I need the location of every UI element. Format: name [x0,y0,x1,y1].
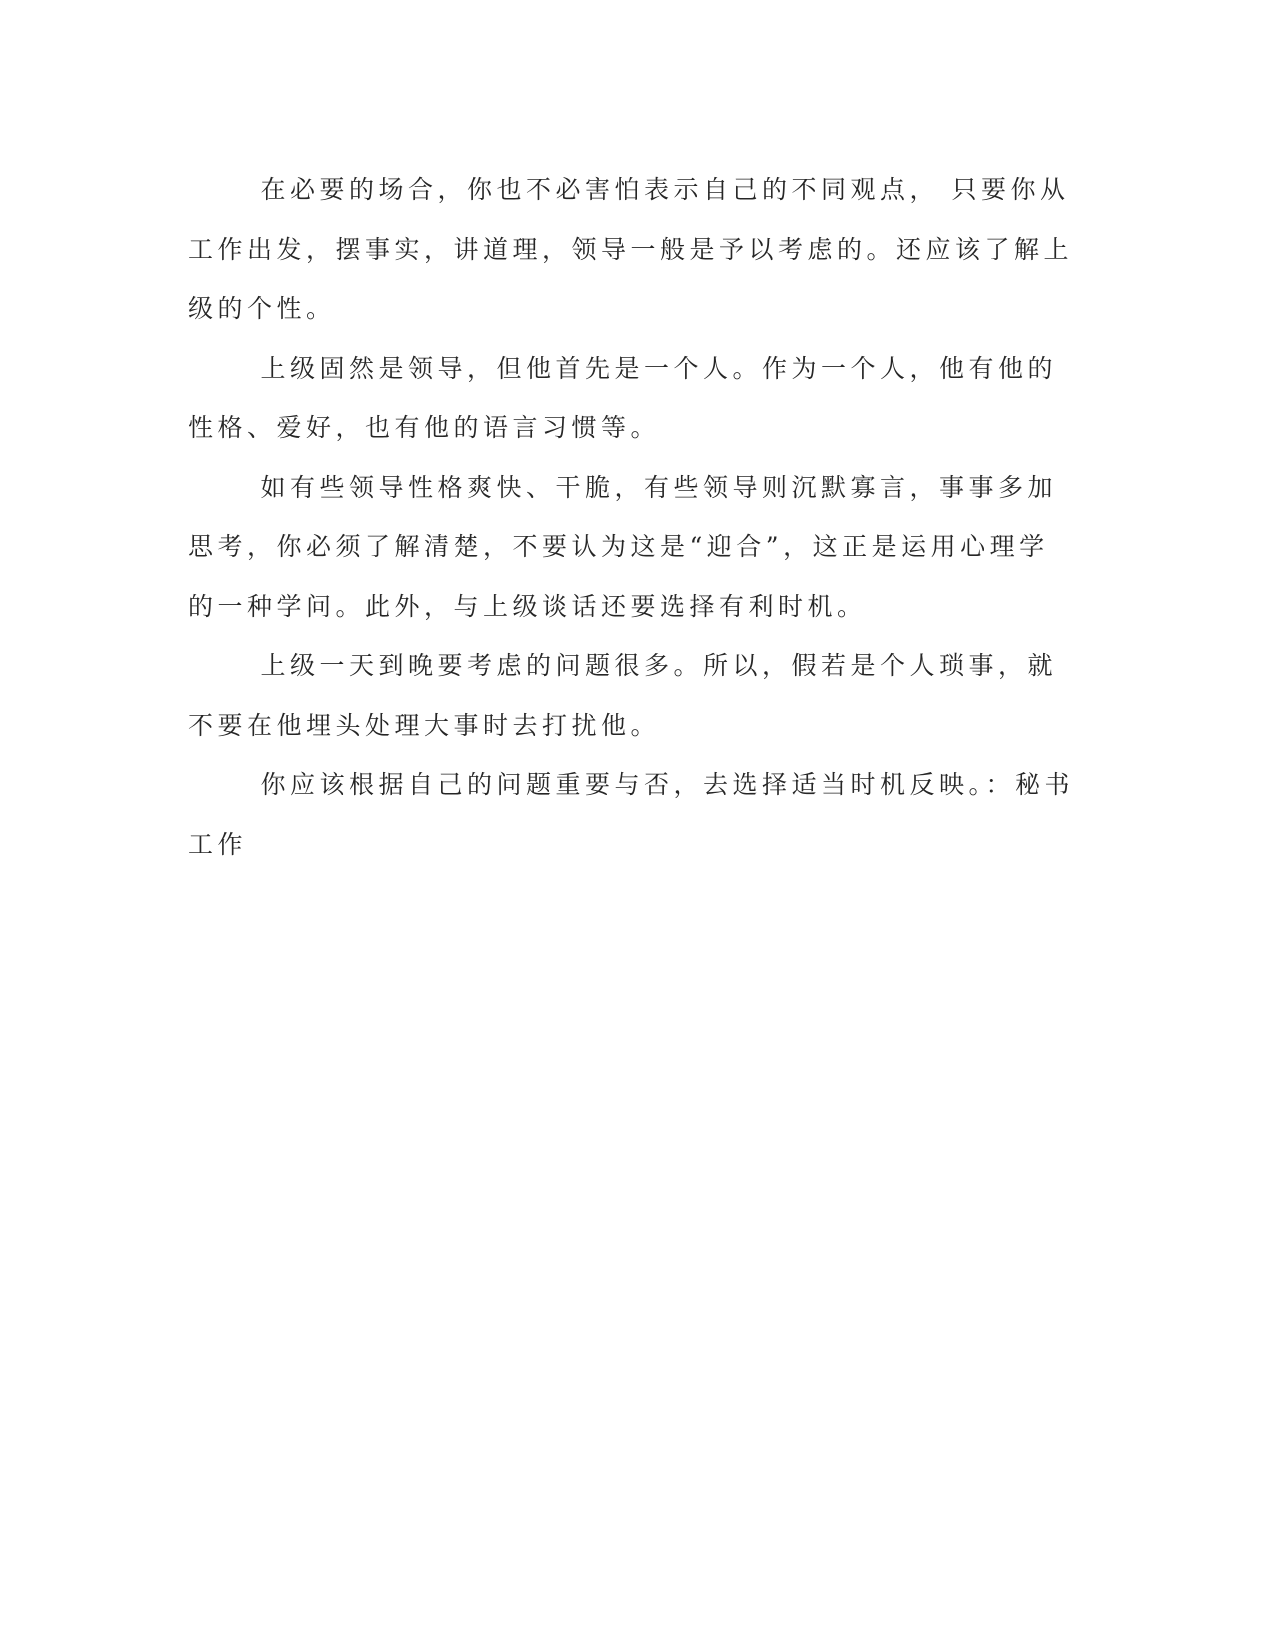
document-body [188,160,1078,874]
paragraph: 上级一天到晚要考虑的问题很多。所以，假若是个人琐事，就不要在他埋头处理大事时去打扰他。 [188,651,1058,740]
paragraph: 在必要的场合，你也不必害怕表示自己的不同观点， 只要你从工作出发，摆事实，讲道理，领导一般是予以考虑的。还应该了解上级的个性。 [188,175,1074,323]
paragraph: 上级固然是领导，但他首先是一个人。作为一个人，他有他的性格、爱好，也有他的语言习惯等。 [188,353,1058,442]
paragraph: 你应该根据自己的问题重要与否，去选择适当时机反映。：秘书工作 [188,770,1075,859]
paragraph: 如有些领导性格爽快、干脆，有些领导则沉默寡言，事事多加思考，你必须了解清楚，不要认为这是“迎合”，这正是运用心理学的一种学问。此外，与上级谈话还要选择有利时机。 [188,472,1058,621]
